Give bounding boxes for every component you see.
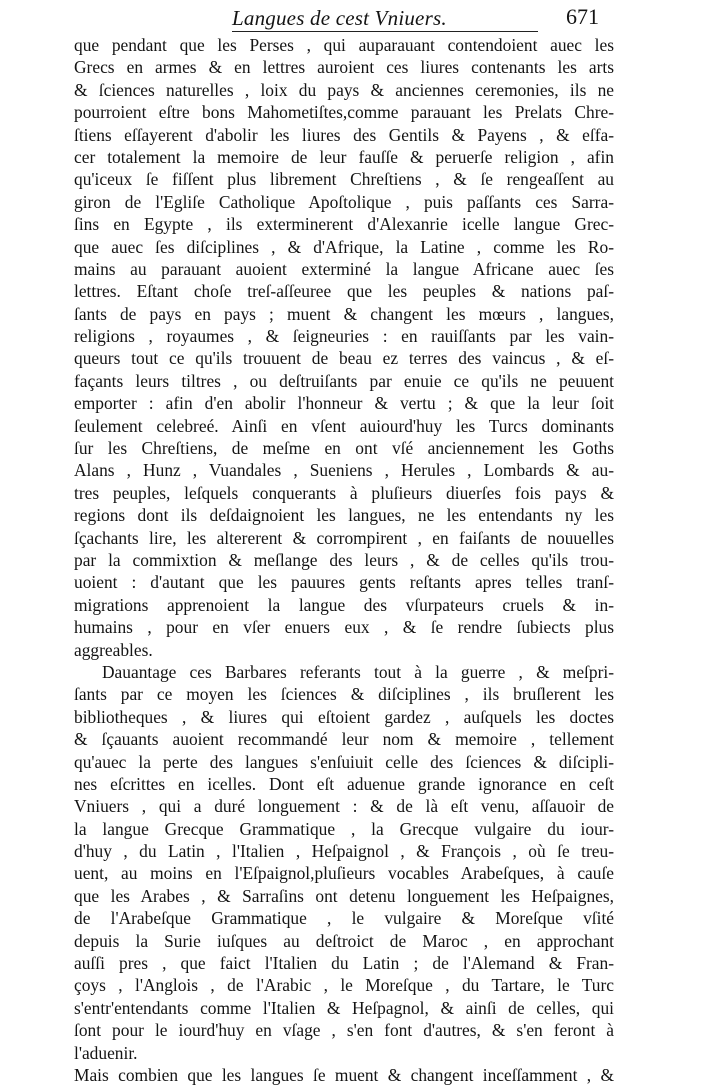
text-line: & ſçauants auoient recommandé leur nom & memoire , tellement [74, 729, 614, 750]
text-line: ſants de pays en pays ; muent & changent les mœurs , langues, [74, 303, 614, 324]
text-line: cer totalement la memoire de leur fauſſe & peruerſe religion , afin [74, 146, 614, 167]
text-line: la langue Grecque Grammatique , la Grecque vulgaire du iour- [74, 818, 614, 839]
text-line: s'entr'entendants comme l'Italien & Heſpagnol, & ainſi de celles, qui [74, 997, 614, 1018]
text-line: çoys , l'Anglois , de l'Arabic , le Moreſque , du Tartare, le Turc [74, 975, 614, 996]
text-line: uoient : d'autant que les pauures gents reſtants apres telles tranſ- [74, 572, 614, 593]
running-head [0, 4, 728, 34]
text-line: Grecs en armes & en lettres auroient ces liures contenants les arts [74, 57, 614, 78]
text-line: religions , royaumes , & ſeigneuries : en rauiſſants par les vain- [74, 326, 614, 347]
text-line: ſtiens eſſayerent d'abolir les liures des Gentils & Payens , & eſfa- [74, 124, 614, 145]
text-line-paragraph-start: Mais combien que les langues ſe muent & changent inceſſamment , & [74, 1064, 614, 1085]
text-line: & ſciences naturelles , loix du pays & anciennes ceremonies, ils ne [74, 79, 614, 100]
text-line: tres peuples, leſquels conquerants à pluſieurs diuerſes fois pays & [74, 482, 614, 503]
text-line-paragraph-end: aggreables. [74, 639, 153, 660]
text-line: qu'auec la perte des langues s'enſuiuit celle des ſciences & diſcipli- [74, 751, 614, 772]
text-line: lettres. Eſtant choſe treſ-aſſeuree que les peuples & nations paſ- [74, 281, 614, 302]
text-line: Alans , Hunz , Vuandales , Sueniens , Herules , Lombards & au- [74, 460, 614, 481]
text-line: ſants par ce moyen les ſciences & diſciplines , ils bruſlerent les [74, 684, 614, 705]
text-line: que les Arabes , & Sarraſins ont detenu longuement les Heſpaignes, [74, 885, 614, 906]
text-line: regions dont ils deſdaignoient les langues, ne les entendants ny les [74, 505, 614, 526]
text-line: migrations apprenoient la langue des vſurpateurs cruels & in- [74, 594, 614, 615]
text-line: qu'iceux ſe fiſſent plus librement Chreſtiens , & ſe rengeaſſent au [74, 169, 614, 190]
body-text [74, 34, 614, 1086]
text-line: ſins en Egypte , ils exterminerent d'Alexanrie icelle langue Grec- [74, 214, 614, 235]
text-line: nes eſcrittes en icelles. Dont eſt aduenue grande ignorance en ceſt [74, 773, 614, 794]
text-line: depuis la Surie iuſques au deſtroict de Maroc , en approchant [74, 930, 614, 951]
text-line: d'huy , du Latin , l'Italien , Heſpaignol , & François , où ſe treu- [74, 841, 614, 862]
text-line: Vniuers , qui a duré longuement : & de là eſt venu, aſſauoir de [74, 796, 614, 817]
text-line: queurs tout ce qu'ils trouuent de beau ez terres des vaincus , & eſ- [74, 348, 614, 369]
text-line: humains , pour en vſer enuers eux , & ſe rendre ſubiects plus [74, 617, 614, 638]
text-line: auſſi pres , que faict l'Italien du Latin ; de l'Alemand & Fran- [74, 953, 614, 974]
text-line: uent, au moins en l'Eſpaignol,pluſieurs vocables Arabeſques, à cauſe [74, 863, 614, 884]
text-line: bibliotheques , & liures qui eſtoient gardez , auſquels les doctes [74, 706, 614, 727]
text-line-paragraph-end: l'aduenir. [74, 1042, 138, 1063]
text-line: mains au parauant auoient exterminé la langue Africane auec ſes [74, 258, 614, 279]
text-line: par la commixtion & meſlange des leurs , & de celles qu'ils trou- [74, 549, 614, 570]
running-title: Langues de cest Vniuers. [232, 6, 447, 30]
running-head-rule [232, 31, 538, 32]
text-line: de l'Arabeſque Grammatique , le vulgaire & Moreſque vſité [74, 908, 614, 929]
text-line: ſont pour le iourd'huy en vſage , s'en font d'autres, & s'en feront à [74, 1020, 614, 1041]
text-line: ſeulement celebreé. Ainſi en vſent auiourd'huy les Turcs dominants [74, 415, 614, 436]
text-line-paragraph-start: Dauantage ces Barbares referants tout à la guerre , & meſpri- [102, 661, 614, 682]
text-line: ſçachants lire, les altererent & corrompirent , en faiſants de nouuelles [74, 527, 614, 548]
text-line: que pendant que les Perses , qui auparauant contendoient auec les [74, 35, 614, 55]
text-line: que auec ſes diſciplines , & d'Afrique, la Latine , comme les Ro- [74, 236, 614, 257]
page-number: 671 [566, 4, 599, 29]
text-line: emporter : afin d'en abolir l'honneur & vertu ; & que la leur ſoit [74, 393, 614, 414]
text-line: ſur les Chreſtiens, de meſme en ont vſé anciennement les Goths [74, 438, 614, 459]
text-line: façants leurs tiltres , ou deſtruiſants par enuie ce qu'ils ne peuuent [74, 370, 614, 391]
text-line: giron de l'Egliſe Catholique Apoſtolique , puis paſſants ces Sarra- [74, 191, 614, 212]
text-line: pourroient eſtre bons Mahometiſtes,comme parauant les Prelats Chre- [74, 102, 614, 123]
